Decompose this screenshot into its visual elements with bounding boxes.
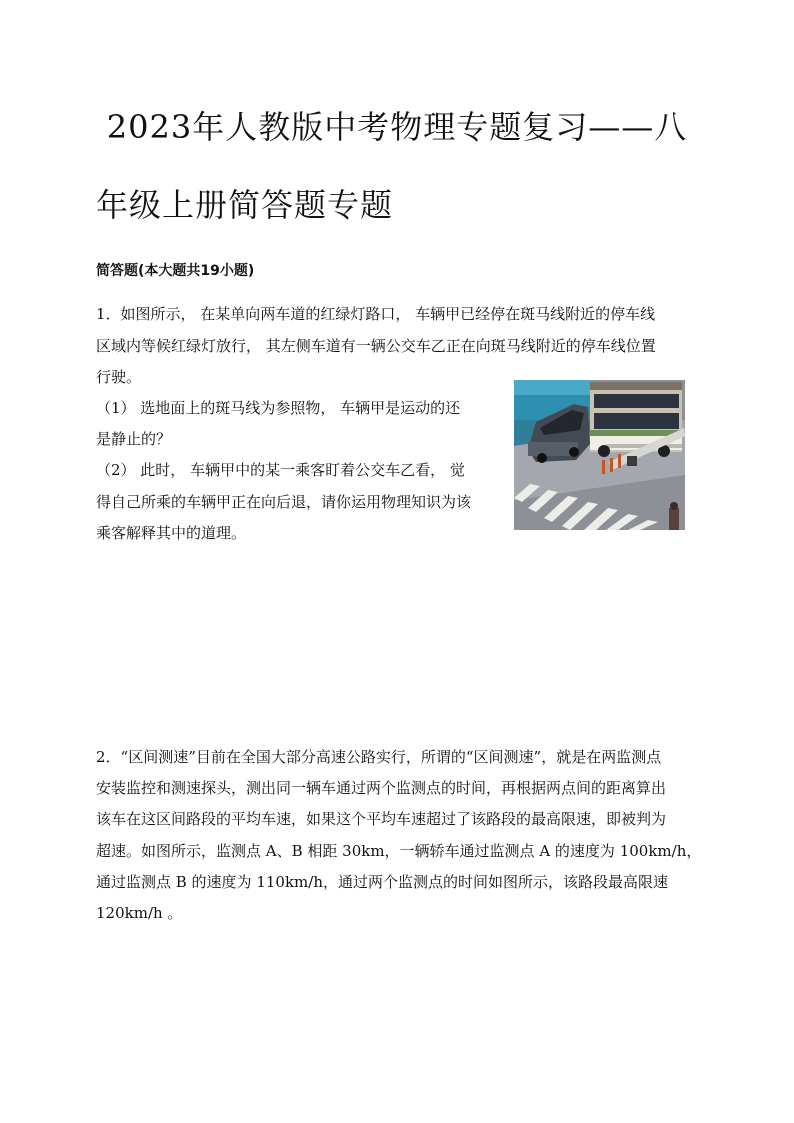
q1-part-1: （1） 选地面上的斑马线为参照物， 车辆甲是运动的还 — [96, 399, 461, 417]
q2-line: 安装监控和测速探头，测出同一辆车通过两个监测点的时间，再根据两点间的距离算出 — [96, 779, 667, 797]
q1-line: 是静止的？ — [96, 430, 172, 448]
section-heading: 简答题(本大题共19小题) — [96, 263, 255, 279]
q2-line: 超速。如图所示，监测点 A、B 相距 30km，一辆轿车通过监测点 A 的速度为 100km/h， — [96, 842, 702, 860]
q1-line: 乘客解释其中的道理。 — [96, 524, 247, 542]
q1-line: 1．如图所示， 在某单向两车道的红绿灯路口， 车辆甲已经停在斑马线附近的停车线 — [96, 305, 656, 323]
page-title-line-2: 年级上册简答题专题 — [96, 186, 394, 224]
q1-part-2: （2） 此时， 车辆甲中的某一乘客盯着公交车乙看， 觉 — [96, 461, 465, 479]
q1-line: 行驶。 — [96, 368, 142, 386]
q2-line: 120km/h 。 — [96, 904, 183, 922]
q2-line: 通过监测点 B 的速度为 110km/h，通过两个监测点的时间如图所示，该路段最高限速 — [96, 873, 668, 891]
q2-line: 2．“区间测速”目前在全国大部分高速公路实行，所谓的“区间测速”，就是在两监测点 — [96, 748, 662, 766]
q2-line: 该车在这区间路段的平均车速，如果这个平均车速超过了该路段的最高限速，即被判为 — [96, 810, 667, 828]
q1-line: 得自己所乘的车辆甲正在向后退，请你运用物理知识为该 — [96, 493, 472, 511]
q1-line: 区域内等候红绿灯放行， 其左侧车道有一辆公交车乙正在向斑马线附近的停车线位置 — [96, 337, 656, 355]
page-title-line-1: 2023年人教版中考物理专题复习——八 — [106, 108, 688, 146]
intersection-photo — [514, 380, 685, 530]
